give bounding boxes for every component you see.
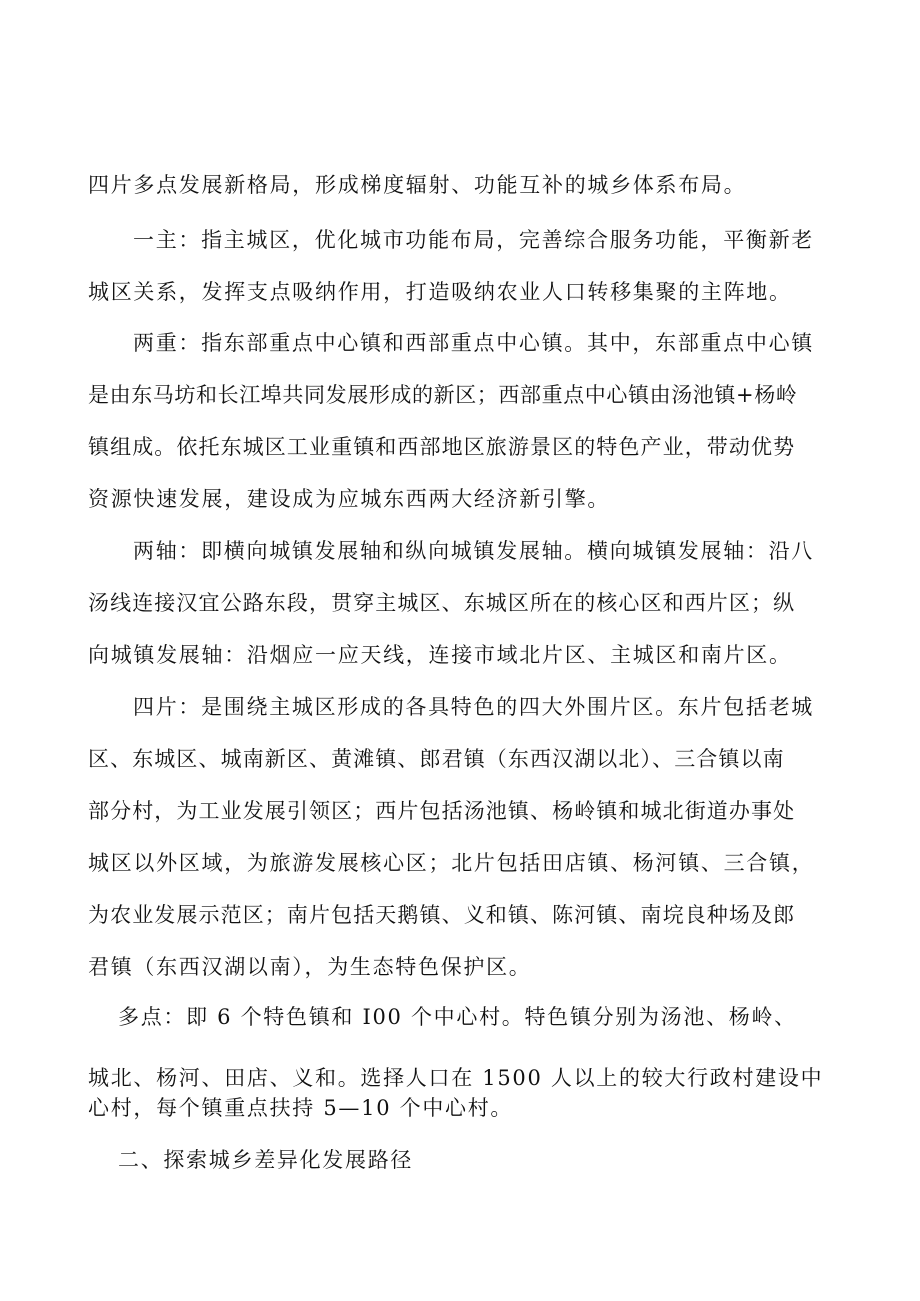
section-heading: 二、探索城乡差异化发展路径 bbox=[118, 1148, 414, 1172]
text-line: 向城镇发展轴：沿烟应一应天线，连接市域北片区、主城区和南片区。 bbox=[88, 643, 792, 667]
text-line: 四片多点发展新格局，形成梯度辐射、功能互补的城乡体系布局。 bbox=[88, 173, 747, 197]
paragraph-duodian: 多点：即 6 个特色镇和 I00 个中心村。特色镇分别为汤池、杨岭、 bbox=[118, 1005, 797, 1029]
text-line: 城区以外区域，为旅游发展核心区；北片包括田店镇、杨河镇、三合镇， bbox=[88, 851, 815, 875]
text-line: 君镇（东西汉湖以南），为生态特色保护区。 bbox=[88, 955, 532, 979]
text-line: 城北、杨河、田店、义和。选择人口在 1500 人以上的较大行政村建设中 bbox=[88, 1066, 824, 1090]
text-line: 镇组成。依托东城区工业重镇和西部地区旅游景区的特色产业，带动优势 bbox=[88, 435, 796, 459]
text-line: 心村，每个镇重点扶持 5—10 个中心村。 bbox=[88, 1096, 514, 1120]
text-line: 是由东马坊和长江埠共同发展形成的新区；西部重点中心镇由汤池镇+杨岭 bbox=[88, 383, 798, 407]
text-line: 区、东城区、城南新区、黄滩镇、郎君镇（东西汉湖以北）、三合镇以南 bbox=[88, 747, 785, 771]
paragraph-liangzhou: 两轴：即横向城镇发展轴和纵向城镇发展轴。横向城镇发展轴：沿八 bbox=[133, 539, 814, 563]
text-line: 汤线连接汉宜公路东段，贯穿主城区、东城区所在的核心区和西片区；纵 bbox=[88, 591, 796, 615]
paragraph-liangzhong: 两重：指东部重点中心镇和西部重点中心镇。其中，东部重点中心镇 bbox=[133, 331, 814, 355]
text-line: 部分村，为工业发展引领区；西片包括汤池镇、杨岭镇和城北街道办事处 bbox=[88, 799, 796, 823]
paragraph-sipian: 四片：是围绕主城区形成的各具特色的四大外围片区。东片包括老城 bbox=[133, 695, 814, 719]
text-line: 资源快速发展，建设成为应城东西两大经济新引擎。 bbox=[88, 487, 611, 511]
paragraph-yizhu: 一主：指主城区，优化城市功能布局，完善综合服务功能，平衡新老 bbox=[133, 228, 814, 252]
text-line: 城区关系，发挥支点吸纳作用，打造吸纳农业人口转移集聚的主阵地。 bbox=[88, 280, 792, 304]
text-line: 为农业发展示范区；南片包括天鹅镇、义和镇、陈河镇、南垸良种场及郎 bbox=[88, 903, 796, 927]
